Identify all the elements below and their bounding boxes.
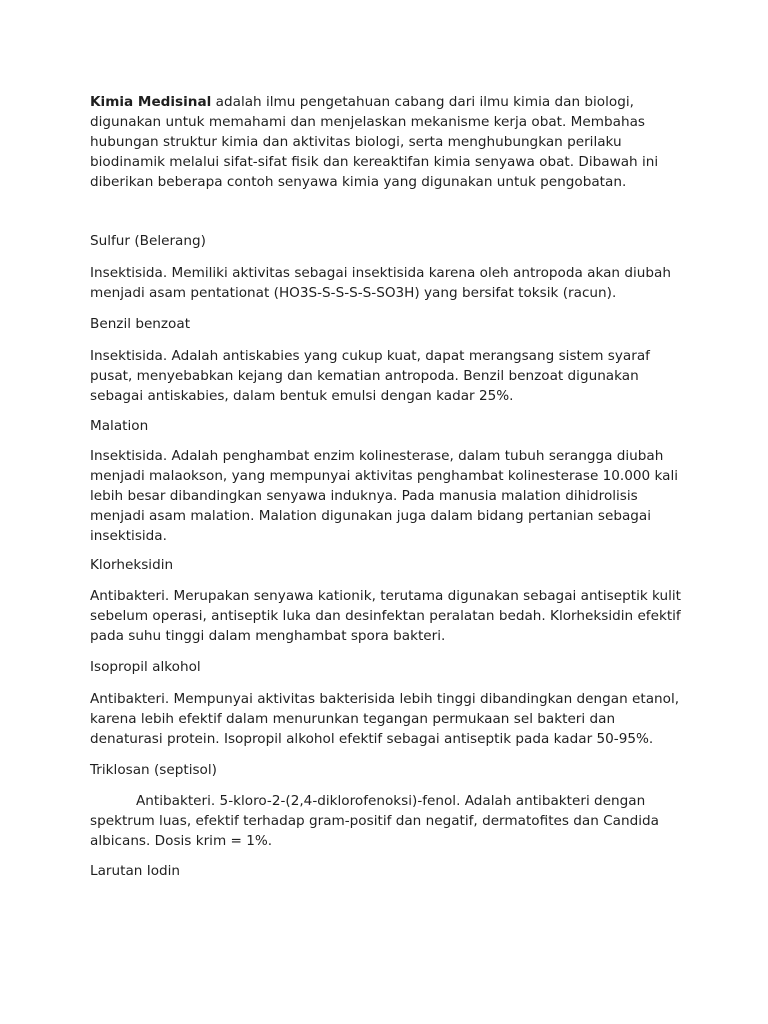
section-heading-malation: Malation xyxy=(90,418,149,434)
section-body-benzil-benzoat: Insektisida. Adalah antiskabies yang cukup kuat, dapat merangsang sistem syaraf pusat, menyebabkan kejang dan kematian antropoda. Benzil benzoat digunakan sebagai antiskabies, dalam bentuk emulsi dengan kadar 25%. xyxy=(90,348,650,404)
section-heading-larutan-iodin: Larutan Iodin xyxy=(90,863,181,879)
section-body-isopropil-alkohol: Antibakteri. Mempunyai aktivitas bakterisida lebih tinggi dibandingkan dengan etanol, karena lebih efektif dalam menurunkan tegangan permukaan sel bakteri dan denaturasi protein. Isopropil alkohol efektif sebagai antiseptik pada kadar 50-95%. xyxy=(90,691,680,747)
intro-paragraph xyxy=(90,92,690,192)
intro-text: adalah ilmu pengetahuan cabang dari ilmu kimia dan biologi, digunakan untuk memahami dan menjelaskan mekanisme kerja obat. Membahas hubungan struktur kimia dan aktivitas biologi, serta menghubungkan perilaku biodinamik melalui sifat-sifat fisik dan kereaktifan kimia senyawa obat. Dibawah ini diberikan beberapa contoh senyawa kimia yang digunakan untuk pengobatan. xyxy=(90,94,659,190)
intro-term: Kimia Medisinal xyxy=(90,94,212,110)
section-heading-sulfur: Sulfur (Belerang) xyxy=(90,233,206,249)
section-body-triklosan: Antibakteri. 5-kloro-2-(2,4-diklorofenoksi)-fenol. Adalah antibakteri dengan spektrum luas, efektif terhadap gram-positif dan negatif, dermatofites dan Candida albicans. Dosis krim = 1%. xyxy=(90,793,659,849)
section-heading-klorheksidin: Klorheksidin xyxy=(90,557,174,573)
section-heading-benzil-benzoat: Benzil benzoat xyxy=(90,316,191,332)
section-heading-triklosan: Triklosan (septisol) xyxy=(90,762,217,778)
section-body-malation: Insektisida. Adalah penghambat enzim kolinesterase, dalam tubuh serangga diubah menjadi malaokson, yang mempunyai aktivitas penghambat kolinesterase 10.000 kali lebih besar dibandingkan senyawa induknya. Pada manusia malation dihidrolisis menjadi asam malation. Malation digunakan juga dalam bidang pertanian sebagai insektisida. xyxy=(90,448,679,544)
section-heading-isopropil-alkohol: Isopropil alkohol xyxy=(90,659,201,675)
section-body-klorheksidin: Antibakteri. Merupakan senyawa kationik, terutama digunakan sebagai antiseptik kulit sebelum operasi, antiseptik luka dan desinfektan peralatan bedah. Klorheksidin efektif pada suhu tinggi dalam menghambat spora bakteri. xyxy=(90,588,681,644)
section-body-sulfur: Insektisida. Memiliki aktivitas sebagai insektisida karena oleh antropoda akan diubah menjadi asam pentationat (HO3S-S-S-S-S-SO3H) yang bersifat toksik (racun). xyxy=(90,265,671,301)
